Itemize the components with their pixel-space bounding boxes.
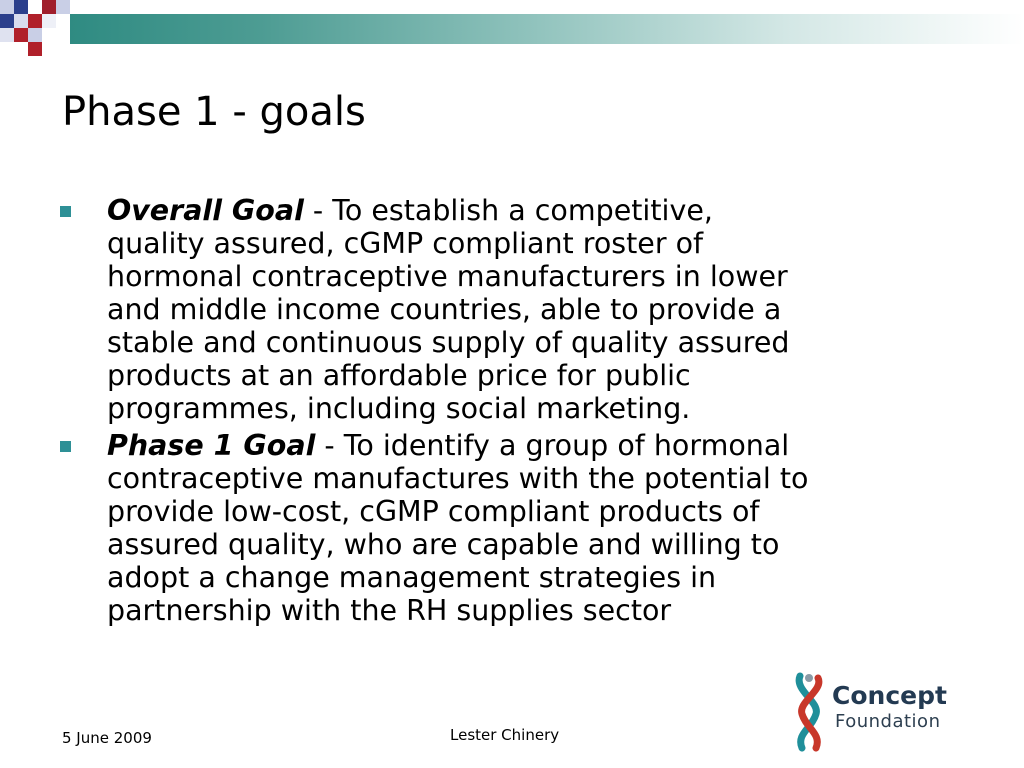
concept-foundation-logo [790,672,980,752]
bullet-line: partnership with the RH supplies sector [107,594,672,627]
header-band [70,14,1024,44]
bullet-line: hormonal contraceptive manufacturers in lower [107,260,788,293]
bullet-phase1-goal [60,429,960,627]
dna-helix-icon [790,672,828,752]
bullet-text: - To establish a competitive, [303,194,713,227]
bullet-line: provide low-cost, cGMP compliant products of [107,495,760,528]
bullet-overall-goal [60,194,960,425]
bullet-line: contraceptive manufactures with the potential to [107,462,809,495]
bullet-line: programmes, including social marketing. [107,392,691,425]
bullet-line: adopt a change management strategies in [107,561,717,594]
footer-author: Lester Chinery [450,726,560,744]
bullet-square-icon [60,206,71,217]
bullet-line: assured quality, who are capable and willing to [107,528,780,561]
bullet-line [107,429,960,462]
bullet-list [60,194,960,631]
bullet-line: stable and continuous supply of quality assured [107,326,790,359]
logo-subtitle: Foundation [835,711,941,732]
bullet-line [107,194,960,227]
slide-title: Phase 1 - goals [62,89,366,135]
bullet-square-icon [60,441,71,452]
bullet-lead: Overall Goal [107,194,304,227]
footer-date: 5 June 2009 [62,729,152,747]
bullet-lead: Phase 1 Goal [107,429,316,462]
bullet-text: - To identify a group of hormonal [315,429,790,462]
bullet-line: quality assured, cGMP compliant roster of [107,227,704,260]
logo-name: Concept [832,681,947,710]
bullet-line: and middle income countries, able to provide a [107,293,782,326]
bullet-line: products at an affordable price for public [107,359,691,392]
